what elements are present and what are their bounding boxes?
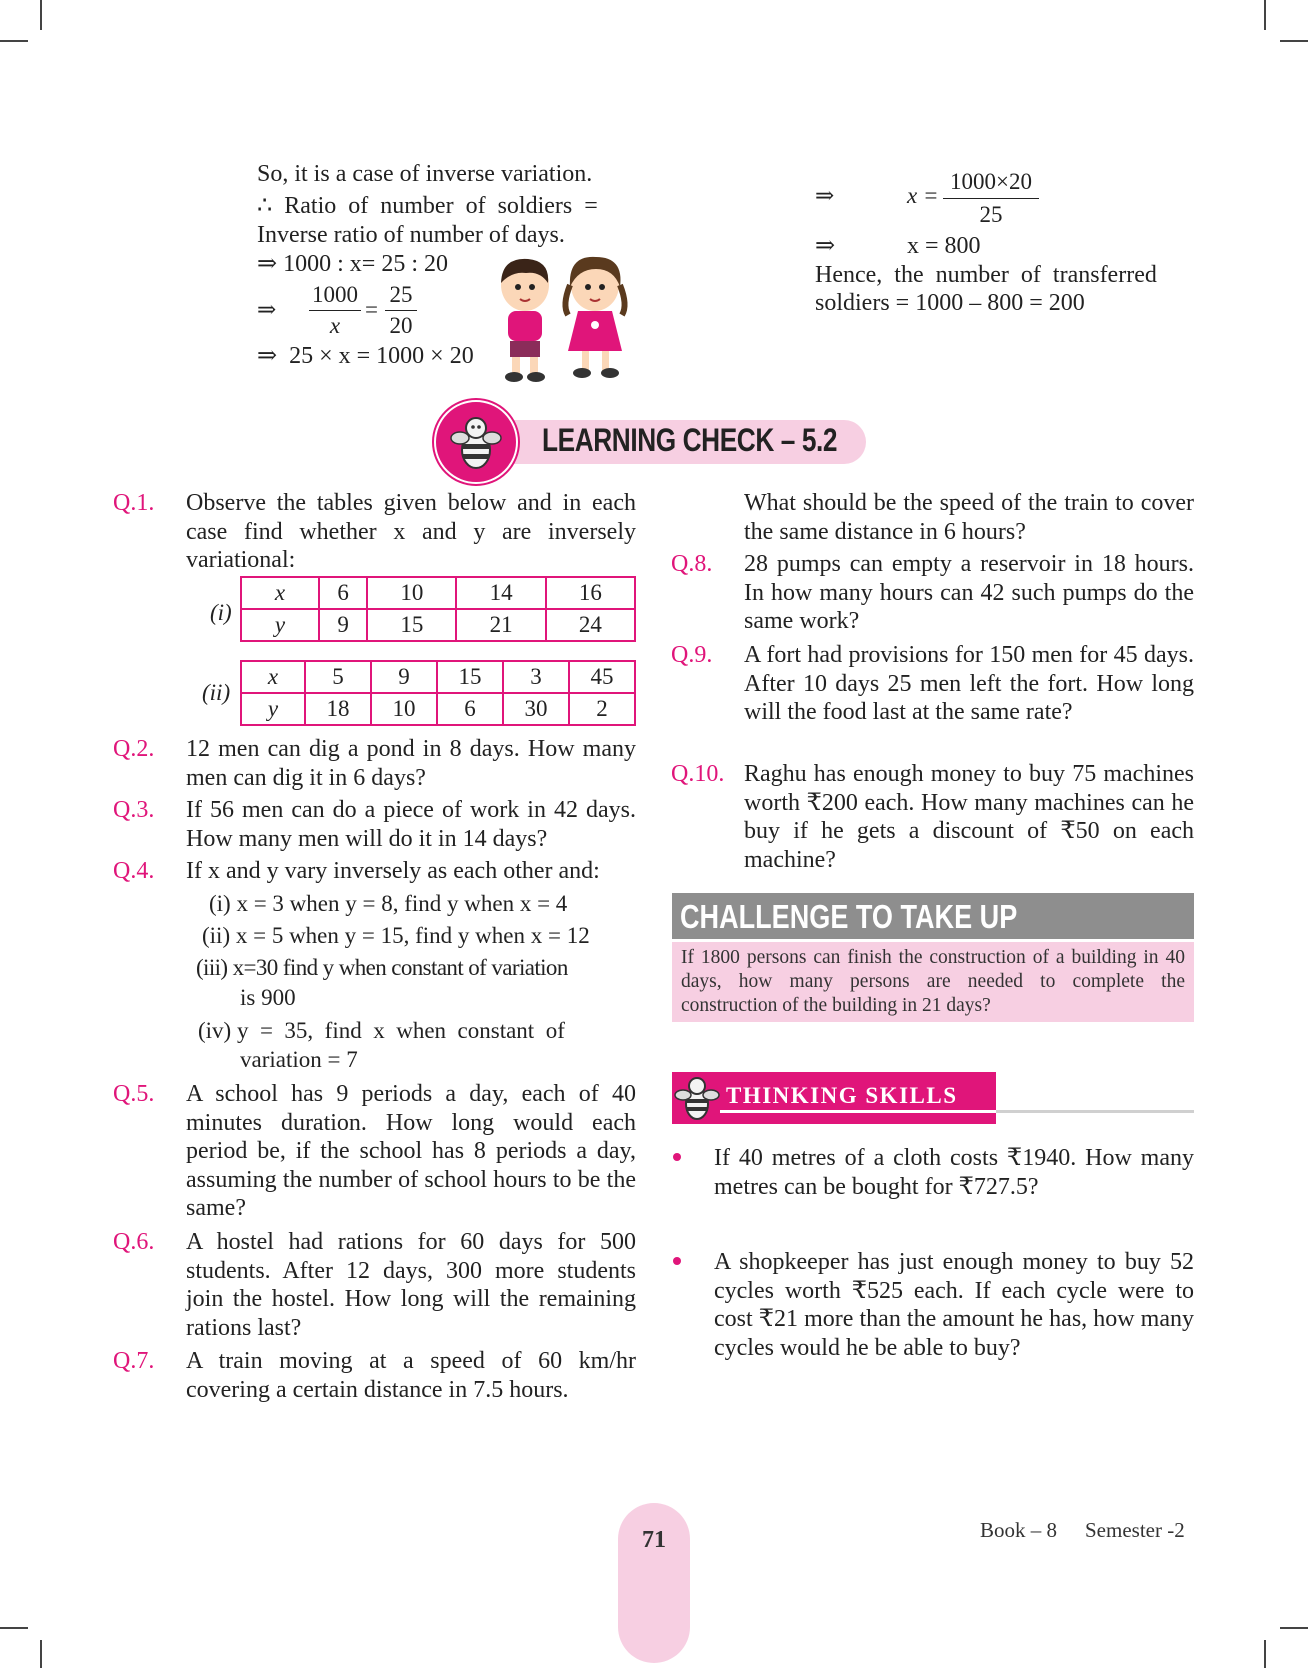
equals-sign: = (365, 297, 378, 322)
table-cell: 6 (437, 693, 503, 725)
crop-mark (1280, 1627, 1308, 1629)
question-text: If 56 men can do a piece of work in 42 days. How many men will do it in 14 days? (186, 797, 636, 852)
solution-line: ∴ Ratio of number of soldiers = (257, 193, 598, 219)
underline-rule (972, 1110, 1194, 1113)
solution-line: Inverse ratio of number of days. (257, 222, 565, 248)
bee-icon (448, 412, 504, 472)
question-number: Q.10. (671, 761, 725, 787)
solution-line: So, it is a case of inverse variation. (257, 161, 593, 187)
thinking-question: A shopkeeper has just enough money to buy 52 cycles worth ₹525 each. If each cycle were to cost ₹21 more than the amount he has, how many cycles would he be able to buy? (714, 1249, 1194, 1361)
book-label: Book – 8 (980, 1518, 1058, 1542)
thinking-skills-title: THINKING SKILLS (726, 1083, 958, 1108)
table-cell: 14 (456, 577, 545, 609)
crop-mark (40, 1640, 42, 1668)
table-row (241, 693, 635, 725)
question-number: Q.4. (113, 858, 155, 884)
sub-question: (iii) x=30 find y when constant of variation (196, 955, 568, 980)
crop-mark (1280, 40, 1308, 42)
crop-mark (1264, 0, 1266, 30)
page-number: 71 (642, 1527, 666, 1553)
table-cell: 3 (503, 661, 569, 693)
table-cell: 2 (569, 693, 635, 725)
question-number: Q.3. (113, 797, 155, 823)
solution-line: ⇒ 1000 : x= 25 : 20 (257, 251, 448, 277)
question-text: If x and y vary inversely as each other and: (186, 858, 600, 884)
table-cell: y (241, 693, 305, 725)
question-text: 28 pumps can empty a reservoir in 18 hours. In how many hours can 42 such pumps do the same work? (744, 551, 1194, 634)
question-text: A train moving at a speed of 60 km/hr covering a certain distance in 7.5 hours. (186, 1348, 636, 1403)
fraction: $\frac{1000\times 20}{25}$ (943, 166, 1039, 231)
table-cell: 15 (437, 661, 503, 693)
question-text: Raghu has enough money to buy 75 machines worth ₹200 each. How many machines can he buy if he gets a discount of ₹50 on each machine? (744, 761, 1194, 873)
table-cell: 9 (319, 609, 367, 641)
challenge-text: If 1800 persons can finish the construction of a building in 40 days, how many persons are needed to complete the construction of the building in 21 days? (681, 947, 1185, 1016)
table-row (241, 577, 635, 609)
sub-question: (ii) x = 5 when y = 15, find y when x = 12 (202, 923, 590, 948)
sub-question: is 900 (240, 985, 296, 1010)
crop-mark (40, 0, 42, 30)
table-cell: x (241, 661, 305, 693)
bullet-icon (673, 1153, 681, 1161)
implies-symbol: ⇒ (815, 183, 835, 208)
learning-check-title: LEARNING CHECK – 5.2 (542, 422, 838, 458)
page-number-tab (618, 1503, 690, 1663)
table-cell: 6 (319, 577, 367, 609)
table-cell: 9 (371, 661, 437, 693)
question-text: A hostel had rations for 60 days for 500 students. After 12 days, 300 more students join the hostel. How long will the remaining rations last? (186, 1229, 636, 1341)
table-cell: y (241, 609, 319, 641)
sub-question: (iv) y = 35, find x when constant of (198, 1018, 565, 1043)
table-cell: 15 (367, 609, 456, 641)
challenge-header (672, 893, 1194, 939)
thinking-skills-header (672, 1072, 1194, 1124)
question-number: Q.5. (113, 1081, 155, 1107)
question-number: Q.8. (671, 551, 713, 577)
solution-line: soldiers = 1000 – 800 = 200 (815, 290, 1085, 316)
fraction-equation (815, 166, 1075, 230)
table-label: (ii) (202, 680, 231, 705)
solution-line: ⇒ 25 × x = 1000 × 20 (257, 343, 474, 369)
thinking-bar-stripe (720, 1110, 996, 1113)
fraction: $\frac{1000}{x}$ (309, 280, 361, 341)
question-number: Q.7. (113, 1348, 155, 1374)
question-text: A fort had provisions for 150 men for 45 days. After 10 days 25 men left the fort. How long will the food last at the same rate? (744, 642, 1194, 725)
table-cell: 5 (305, 661, 371, 693)
question-number: Q.9. (671, 642, 713, 668)
challenge-body (672, 942, 1194, 1022)
variation-table-i (240, 576, 636, 642)
table-row (241, 661, 635, 693)
x-equals: x = (907, 183, 939, 208)
semester-label: Semester -2 (1085, 1518, 1185, 1542)
table-cell: 30 (503, 693, 569, 725)
crop-mark (1264, 1640, 1266, 1668)
table-cell: 18 (305, 693, 371, 725)
implies-symbol: ⇒ (257, 297, 277, 322)
table-cell: 10 (367, 577, 456, 609)
crop-mark (0, 40, 28, 42)
question-text: Observe the tables given below and in each case find whether x and y are inversely variational: (186, 490, 636, 573)
question-number: Q.6. (113, 1229, 155, 1255)
children-illustration (490, 255, 640, 385)
question-text-continued: What should be the speed of the train to cover the same distance in 6 hours? (744, 490, 1194, 545)
table-cell: 16 (546, 577, 635, 609)
table-cell: 21 (456, 609, 545, 641)
bee-icon (674, 1074, 720, 1122)
question-text: A school has 9 periods a day, each of 40 minutes duration. How long would each period be, if the school has 8 periods a day, assuming the number of school hours to be the same? (186, 1081, 636, 1221)
solution-line: x = 800 (907, 233, 981, 259)
banner-badge (434, 400, 518, 484)
table-cell: 45 (569, 661, 635, 693)
thinking-question: If 40 metres of a cloth costs ₹1940. How many metres can be bought for ₹727.5? (714, 1145, 1194, 1200)
challenge-title: CHALLENGE TO TAKE UP (680, 898, 1018, 935)
variation-table-ii (240, 660, 636, 726)
table-cell: x (241, 577, 319, 609)
question-number: Q.2. (113, 736, 155, 762)
implies-symbol: ⇒ (815, 233, 836, 259)
question-number: Q.1. (113, 490, 155, 516)
question-text: 12 men can dig a pond in 8 days. How many men can dig it in 6 days? (186, 736, 636, 791)
table-cell: 24 (546, 609, 635, 641)
table-label: (i) (210, 600, 232, 625)
fraction: $\frac{25}{20}$ (385, 280, 417, 341)
crop-mark (0, 1627, 28, 1629)
bullet-icon (673, 1257, 681, 1265)
table-row (241, 609, 635, 641)
solution-line: Hence, the number of transferred (815, 262, 1157, 288)
learning-check-banner (434, 400, 874, 484)
sub-question: (i) x = 3 when y = 8, find y when x = 4 (209, 891, 568, 916)
table-cell: 10 (371, 693, 437, 725)
sub-question: variation = 7 (240, 1047, 358, 1072)
fraction-equation (257, 280, 457, 342)
